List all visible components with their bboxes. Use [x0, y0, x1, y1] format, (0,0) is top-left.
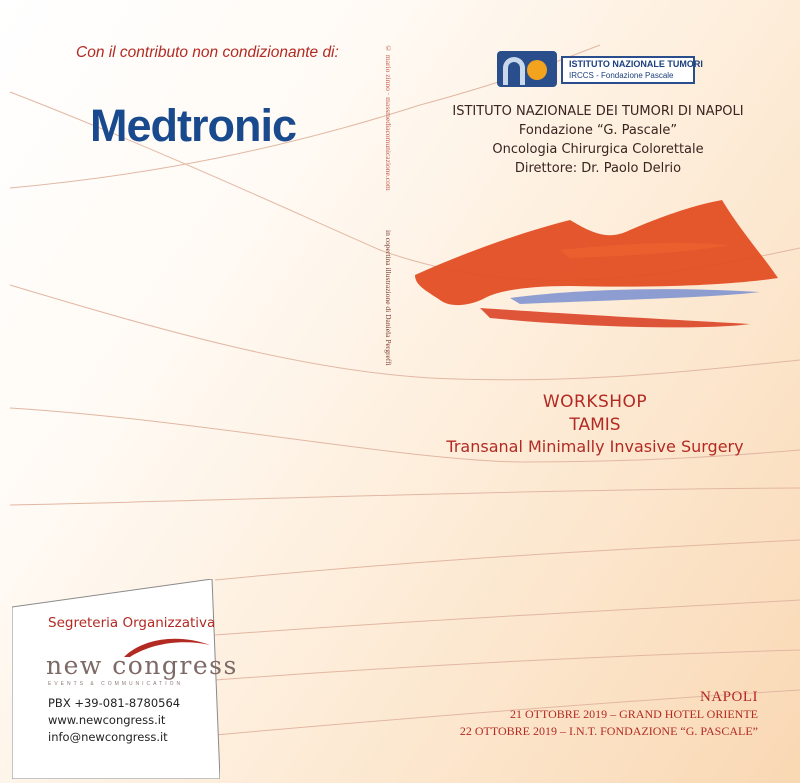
institute-name: ISTITUTO NAZIONALE DEI TUMORI DI NAPOLI [452, 104, 744, 119]
foundation-name: Fondazione “G. Pascale” [518, 123, 678, 138]
phone-number: PBX +39-081-8780564 [48, 696, 181, 710]
venue-city: NAPOLI [700, 689, 758, 705]
blue-brushstroke [510, 289, 760, 304]
institute-logo-text [561, 56, 703, 84]
design-credit: © mario zinno · massmediacomunicazione.com [384, 44, 393, 191]
event-kind: WORKSHOP [542, 392, 648, 412]
sponsor-note: Con il contributo non condizionante di: [76, 44, 339, 61]
department-name: Oncologia Chirurgica Colorettale [492, 142, 704, 157]
institute-info [430, 102, 766, 178]
red-brushstroke-lower [480, 308, 750, 327]
institute-emblem-icon [497, 51, 557, 87]
watercolor-illustration [410, 190, 785, 335]
secretariat-panel [12, 579, 238, 779]
event-name: TAMIS [569, 415, 621, 435]
venue-date-1: 21 OTTOBRE 2019 – GRAND HOTEL ORIENTE [510, 707, 758, 721]
venue-date-2: 22 OTTOBRE 2019 – I.N.T. FONDAZIONE “G. PASCALE” [459, 724, 758, 738]
venue-block [460, 688, 758, 740]
illustration-credit: in copertina illustrazione di Daniela Pergreffi [384, 230, 393, 366]
company-name: new congress [46, 651, 238, 680]
secretariat-heading: Segreteria Organizzativa [48, 615, 216, 631]
contact-details [48, 695, 180, 746]
director-name: Direttore: Dr. Paolo Delrio [514, 161, 682, 176]
logo-line2: IRCCS - Fondazione Pascale [569, 71, 674, 80]
event-subtitle: Transanal Minimally Invasive Surgery [446, 437, 744, 456]
medtronic-logo: Medtronic [90, 100, 297, 151]
company-tagline: EVENTS & COMMUNICATION [48, 681, 184, 687]
website-link: www.newcongress.it [48, 713, 166, 727]
logo-line1: ISTITUTO NAZIONALE TUMORI [569, 59, 703, 69]
email-address: info@newcongress.it [48, 730, 168, 744]
event-block [430, 390, 760, 458]
institute-logo [497, 51, 703, 87]
